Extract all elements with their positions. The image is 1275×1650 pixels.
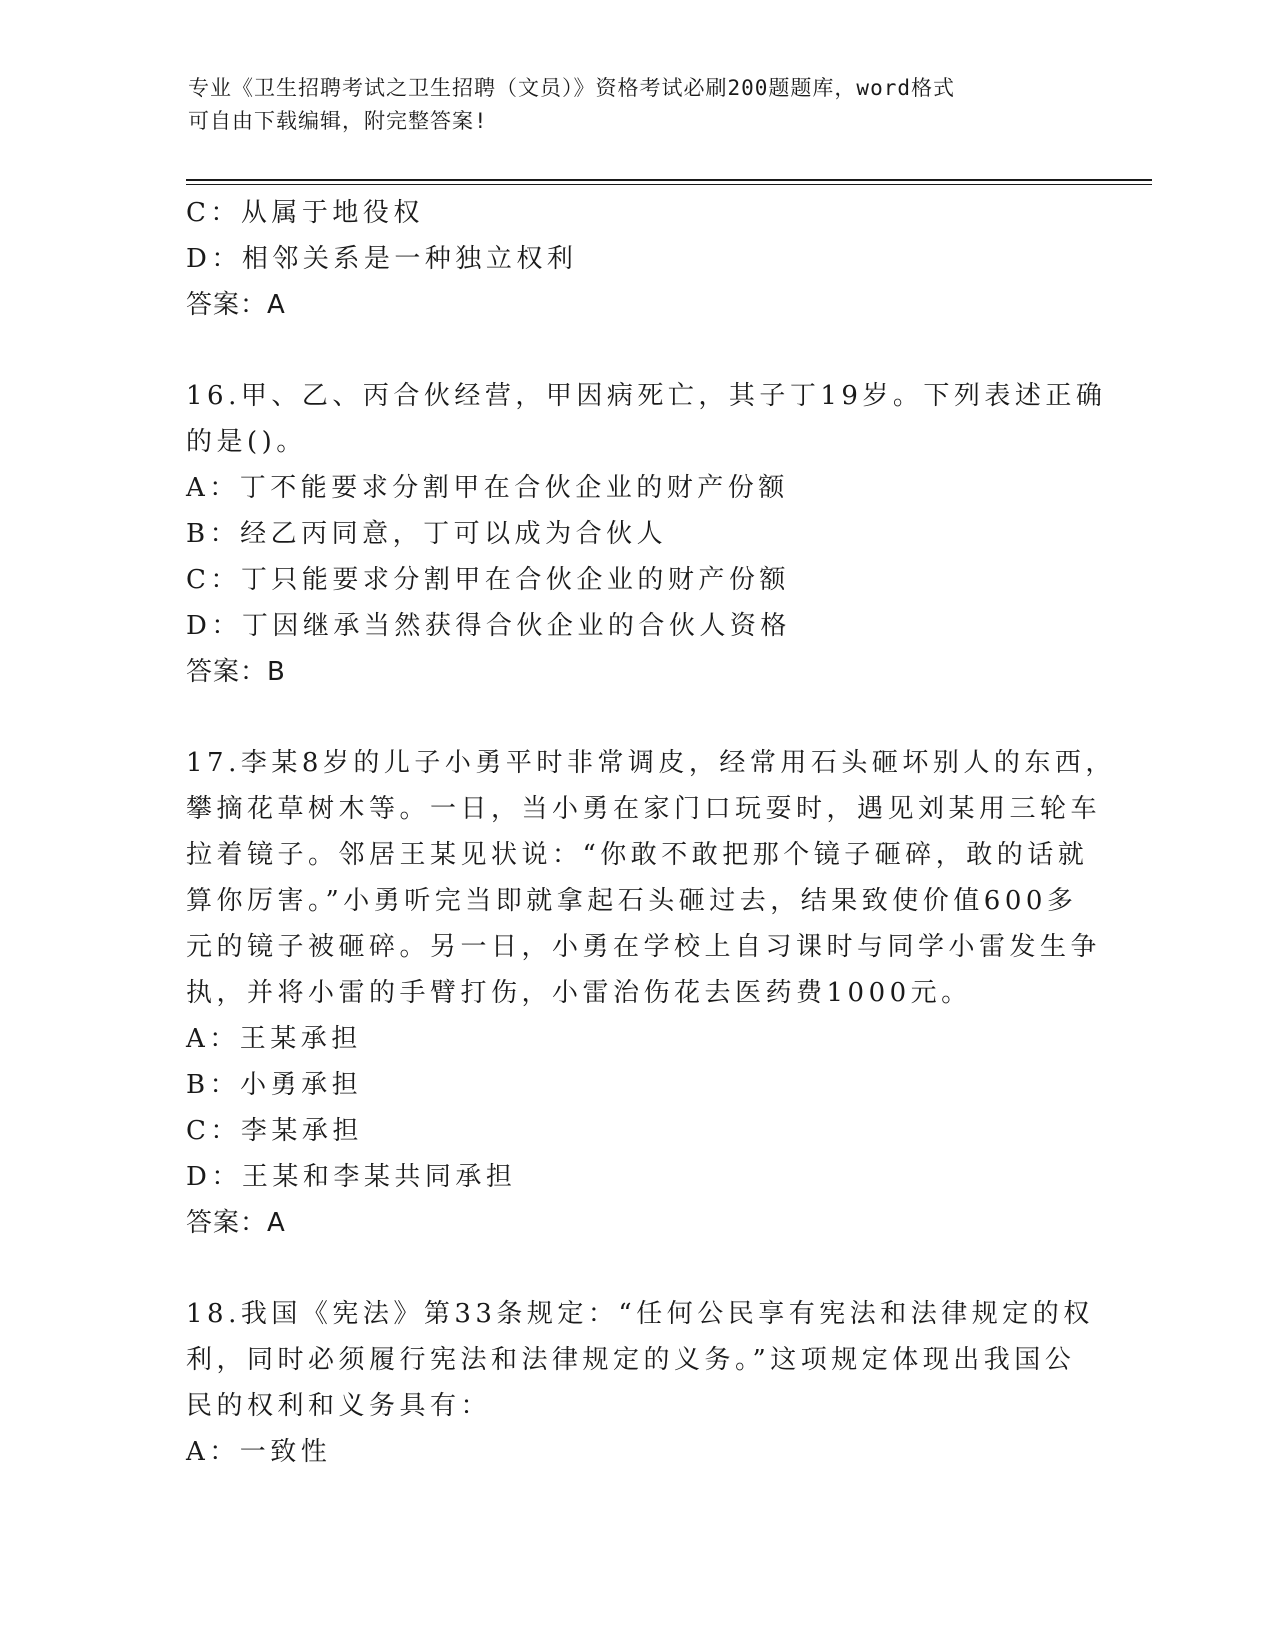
q15-option-c: C：从属于地役权 xyxy=(186,198,424,228)
spacer xyxy=(186,328,1086,373)
q17-stem-line: 元的镜子被砸碎。另一日，小勇在学校上自习课时与同学小雷发生争 xyxy=(186,932,1102,962)
q18-stem-line: 利，同时必须履行宪法和法律规定的义务。”这项规定体现出我国公 xyxy=(186,1345,1076,1375)
q18-option-a: A：一致性 xyxy=(186,1437,332,1467)
spacer xyxy=(186,1246,1086,1291)
q16-answer: 答案：B xyxy=(186,657,286,687)
q16-option-a: A：丁不能要求分割甲在合伙企业的财产份额 xyxy=(186,473,789,503)
question-17 xyxy=(186,740,1116,1246)
q17-option-d: D：王某和李某共同承担 xyxy=(186,1162,517,1192)
q17-stem-line: 17.李某8岁的儿子小勇平时非常调皮，经常用石头砸坏别人的东西， xyxy=(186,748,1116,778)
question-16 xyxy=(186,373,1107,695)
q15-answer: 答案：A xyxy=(186,290,286,320)
q16-option-d: D：丁因继承当然获得合伙企业的合伙人资格 xyxy=(186,611,791,641)
q17-stem-line: 执，并将小雷的手臂打伤，小雷治伤花去医药费1000元。 xyxy=(186,978,972,1008)
header-title-line-2: 可自由下载编辑，附完整答案! xyxy=(188,109,488,133)
spacer xyxy=(186,695,1086,740)
question-15-tail xyxy=(186,190,1086,328)
q17-stem-line: 算你厉害。”小勇听完当即就拿起石头砸过去，结果致使价值600多 xyxy=(186,886,1078,916)
page-header xyxy=(188,72,1068,138)
question-18 xyxy=(186,1291,1094,1475)
header-rule-thick xyxy=(186,179,1152,181)
q17-stem-line: 拉着镜子。邻居王某见状说：“你敢不敢把那个镜子砸碎，敢的话就 xyxy=(186,840,1089,870)
question-content xyxy=(186,190,1116,1475)
q17-option-a: A：王某承担 xyxy=(186,1024,362,1054)
q17-option-c: C：李某承担 xyxy=(186,1116,363,1146)
header-rule-thin xyxy=(186,184,1152,185)
q17-answer: 答案：A xyxy=(186,1208,286,1238)
q18-stem-line: 民的权利和义务具有： xyxy=(186,1391,492,1421)
q16-stem-line: 16.甲、乙、丙合伙经营，甲因病死亡，其子丁19岁。下列表述正确 xyxy=(186,381,1107,411)
q17-stem-line: 攀摘花草树木等。一日，当小勇在家门口玩耍时，遇见刘某用三轮车 xyxy=(186,794,1102,824)
q16-stem-line: 的是()。 xyxy=(186,427,307,457)
q16-option-c: C：丁只能要求分割甲在合伙企业的财产份额 xyxy=(186,565,790,595)
q18-stem-line: 18.我国《宪法》第33条规定：“任何公民享有宪法和法律规定的权 xyxy=(186,1299,1094,1329)
q17-option-b: B：小勇承担 xyxy=(186,1070,363,1100)
q16-option-b: B：经乙丙同意，丁可以成为合伙人 xyxy=(186,519,668,549)
q15-option-d: D：相邻关系是一种独立权利 xyxy=(186,244,578,274)
header-title-line-1: 专业《卫生招聘考试之卫生招聘（文员）》资格考试必刷200题题库，word格式 xyxy=(188,76,955,100)
